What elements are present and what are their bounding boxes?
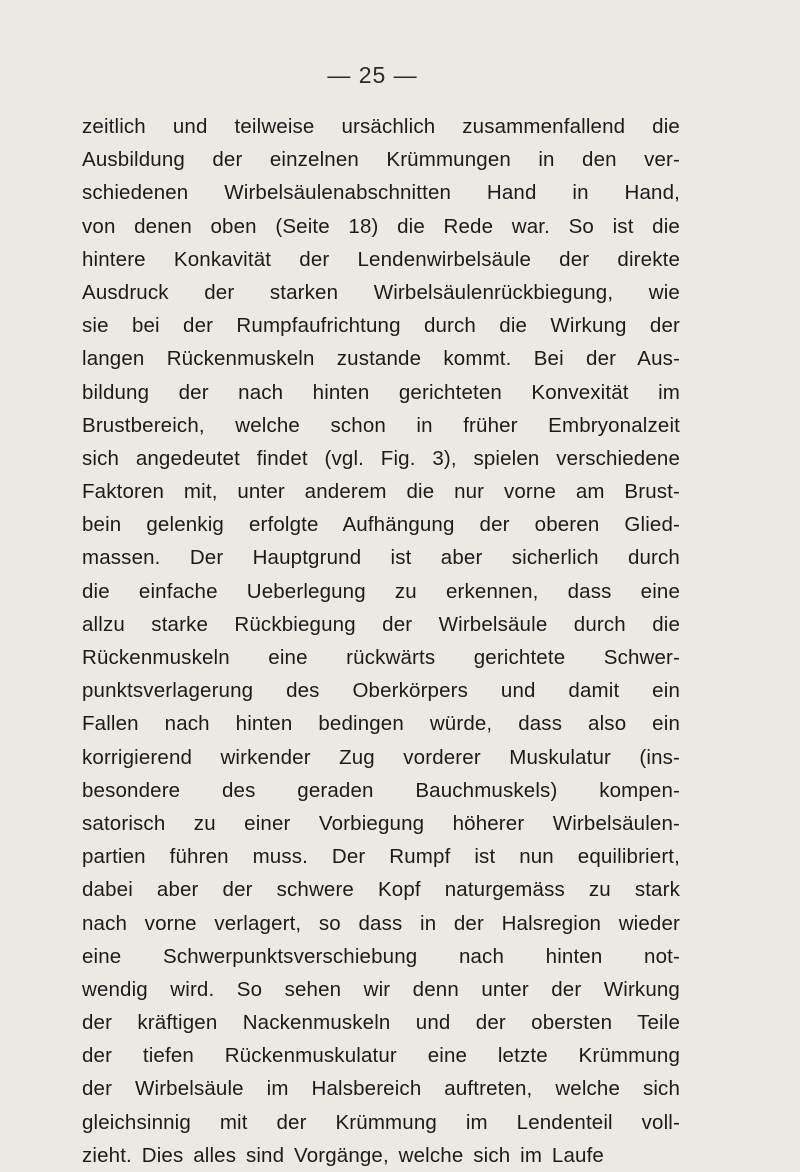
text-line: Faktoren mit, unter anderem die nur vorne am Brust- <box>82 480 680 504</box>
text-line: zieht. Dies alles sind Vorgänge, welche sich im Laufe <box>82 1143 604 1167</box>
text-line: Fallen nach hinten bedingen würde, dass also ein <box>82 712 680 736</box>
text-line: eine Schwerpunktsverschiebung nach hinten not- <box>82 944 680 968</box>
text-line: der kräftigen Nackenmuskeln und der obersten Teile <box>82 1011 680 1035</box>
text-line: allzu starke Rückbiegung der Wirbelsäule durch die <box>82 612 680 636</box>
text-line: massen. Der Hauptgrund ist aber sicherlich durch <box>82 546 680 570</box>
text-line: Brustbereich, welche schon in früher Embryonalzeit <box>82 413 680 437</box>
text-line: hintere Konkavität der Lendenwirbelsäule der direkte <box>82 247 680 271</box>
text-line: bein gelenkig erfolgte Aufhängung der oberen Glied- <box>82 513 680 537</box>
text-line: schiedenen Wirbelsäulenabschnitten Hand in Hand, <box>82 181 680 205</box>
text-line: nach vorne verlagert, so dass in der Halsregion wieder <box>82 911 680 935</box>
text-line: besondere des geraden Bauchmuskels) kompen- <box>82 778 680 802</box>
text-line: der Wirbelsäule im Halsbereich auftreten, welche sich <box>82 1077 680 1101</box>
text-line: Ausdruck der starken Wirbelsäulenrückbiegung, wie <box>82 280 680 304</box>
text-line: dabei aber der schwere Kopf naturgemäss zu stark <box>82 878 680 902</box>
text-line: langen Rückenmuskeln zustande kommt. Bei der Aus- <box>82 347 680 371</box>
text-line: sich angedeutet findet (vgl. Fig. 3), spielen verschiedene <box>82 446 680 470</box>
text-line: korrigierend wirkender Zug vorderer Muskulatur (ins- <box>82 745 680 769</box>
body-text <box>82 110 680 1172</box>
text-line: die einfache Ueberlegung zu erkennen, dass eine <box>82 579 680 603</box>
text-line: von denen oben (Seite 18) die Rede war. So ist die <box>82 214 680 238</box>
text-line: satorisch zu einer Vorbiegung höherer Wirbelsäulen- <box>82 811 680 835</box>
text-line: zeitlich und teilweise ursächlich zusammenfallend die <box>82 115 680 138</box>
page-number: — 25 — <box>327 62 418 88</box>
text-line: partien führen muss. Der Rumpf ist nun equilibriert, <box>82 845 680 869</box>
text-line: Rückenmuskeln eine rückwärts gerichtete Schwer- <box>82 646 680 669</box>
text-line: sie bei der Rumpfaufrichtung durch die Wirkung der <box>82 314 680 338</box>
text-line: bildung der nach hinten gerichteten Konvexität im <box>82 380 680 404</box>
text-line: gleichsinnig mit der Krümmung im Lendenteil voll- <box>82 1110 680 1134</box>
text-line: der tiefen Rückenmuskulatur eine letzte Krümmung <box>82 1044 680 1068</box>
text-line: Ausbildung der einzelnen Krümmungen in den ver- <box>82 148 680 172</box>
text-line: punktsverlagerung des Oberkörpers und damit ein <box>82 679 680 703</box>
text-line: wendig wird. So sehen wir denn unter der Wirkung <box>82 977 680 1001</box>
